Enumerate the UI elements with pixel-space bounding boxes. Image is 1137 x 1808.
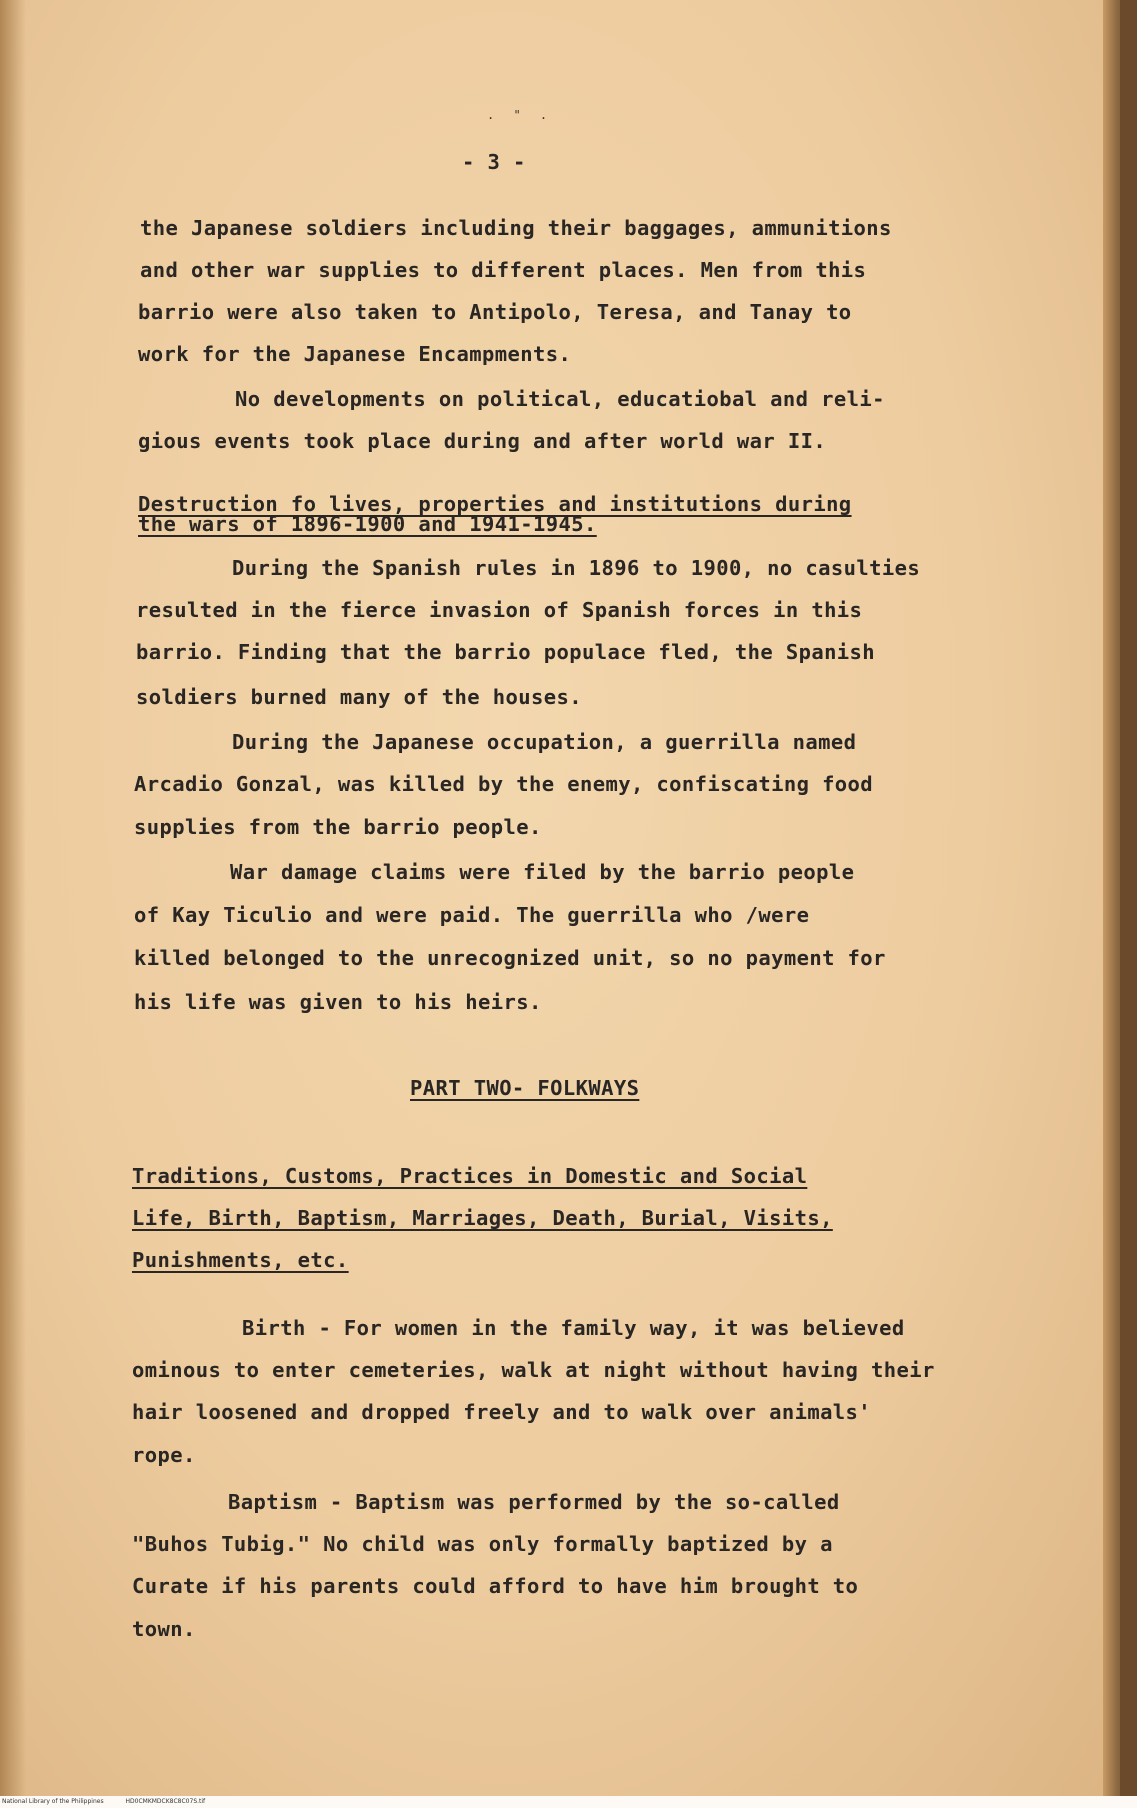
text-line: work for the Japanese Encampments. xyxy=(138,342,572,366)
text-line: soldiers burned many of the houses. xyxy=(136,685,582,709)
section-heading: Destruction fo lives, properties and institutions during xyxy=(138,492,852,516)
footer-source: National Library of the Philippines xyxy=(2,1798,104,1805)
text-line: Birth - For women in the family way, it was believed xyxy=(242,1316,905,1340)
section-heading: Life, Birth, Baptism, Marriages, Death, Burial, Visits, xyxy=(132,1206,833,1230)
section-heading: the wars of 1896-1900 and 1941-1945. xyxy=(138,512,597,536)
text-line: ominous to enter cemeteries, walk at night without having their xyxy=(132,1358,935,1382)
text-line: resulted in the fierce invasion of Spanish forces in this xyxy=(136,598,863,622)
text-line: gious events took place during and after world war II. xyxy=(138,429,827,453)
text-line: barrio. Finding that the barrio populace fled, the Spanish xyxy=(136,640,876,664)
page-number: - 3 - xyxy=(462,150,526,174)
text-line: Curate if his parents could afford to have him brought to xyxy=(132,1574,859,1598)
text-line: "Buhos Tubig." No child was only formally baptized by a xyxy=(132,1532,833,1556)
text-line: During the Japanese occupation, a guerrilla named xyxy=(232,730,857,754)
text-line: hair loosened and dropped freely and to walk over animals' xyxy=(132,1400,872,1424)
section-heading: Punishments, etc. xyxy=(132,1248,349,1272)
text-line: the Japanese soldiers including their baggages, ammunitions xyxy=(140,216,892,240)
section-heading: Traditions, Customs, Practices in Domestic and Social xyxy=(132,1164,808,1188)
text-line: killed belonged to the unrecognized unit, so no payment for xyxy=(134,946,886,970)
text-line: rope. xyxy=(132,1443,196,1467)
text-line: War damage claims were filed by the barrio people xyxy=(230,860,855,884)
text-line: No developments on political, educatiobal and reli- xyxy=(235,387,885,411)
text-line: barrio were also taken to Antipolo, Teresa, and Tanay to xyxy=(138,300,852,324)
scan-footer xyxy=(0,1796,1137,1808)
text-line: his life was given to his heirs. xyxy=(134,990,542,1014)
text-line: and other war supplies to different places. Men from this xyxy=(140,258,867,282)
part-title: PART TWO- FOLKWAYS xyxy=(410,1076,640,1100)
book-spine xyxy=(1103,0,1120,1796)
text-line: During the Spanish rules in 1896 to 1900, no casulties xyxy=(232,556,921,580)
text-line: town. xyxy=(132,1617,196,1641)
footer-file-id: HD0CMKMDCK8C8C07S.tif xyxy=(125,1798,206,1805)
text-line: Arcadio Gonzal, was killed by the enemy, confiscating food xyxy=(134,772,874,796)
page-ornament: . " . xyxy=(487,108,554,122)
text-line: supplies from the barrio people. xyxy=(134,815,542,839)
text-line: Baptism - Baptism was performed by the so-called xyxy=(228,1490,840,1514)
text-line: of Kay Ticulio and were paid. The guerrilla who /were xyxy=(134,903,810,927)
